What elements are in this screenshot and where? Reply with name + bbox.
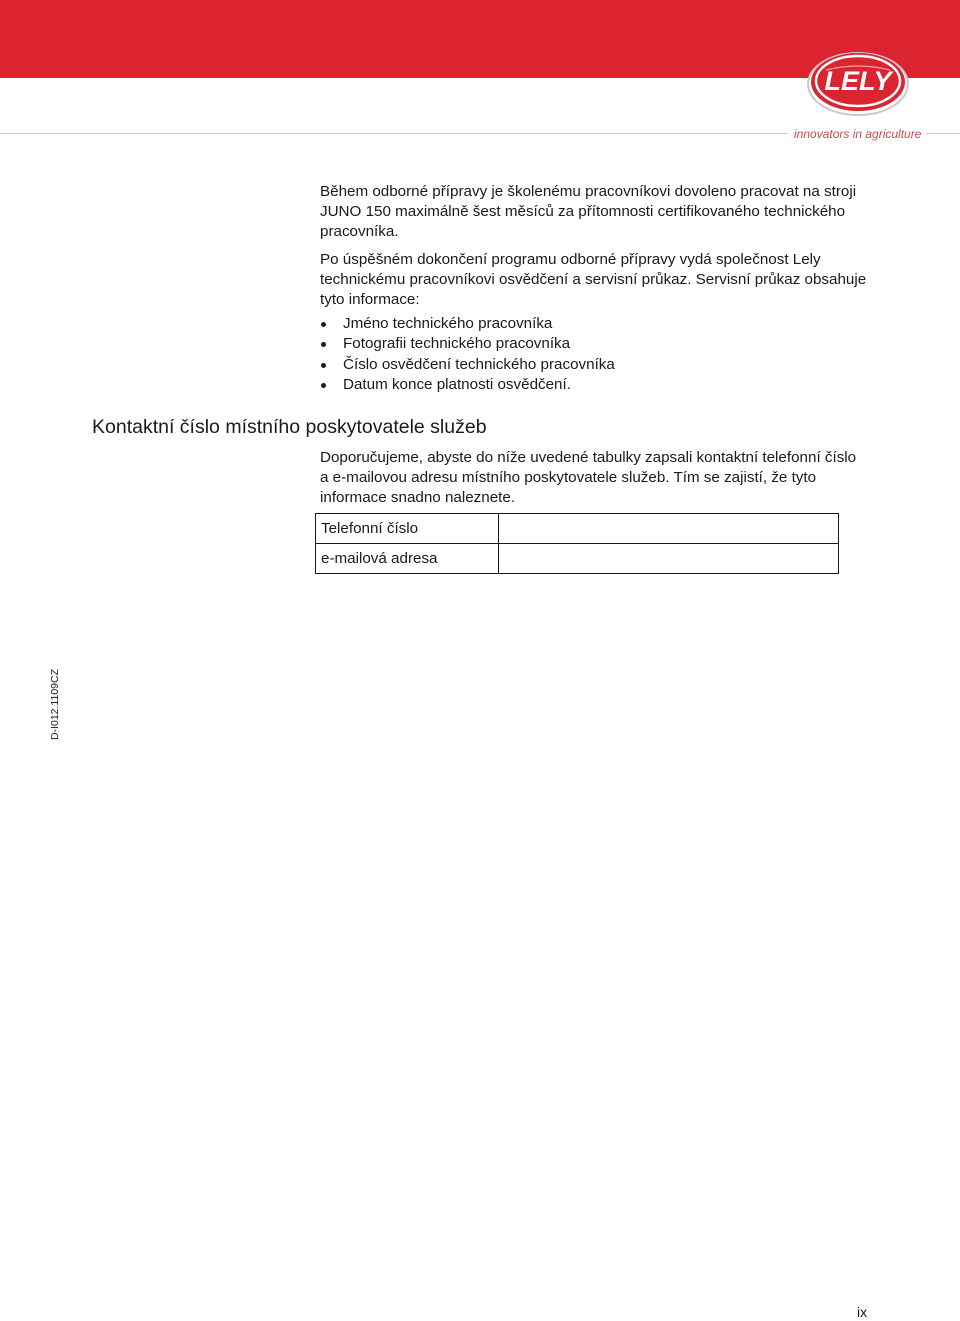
contact-table xyxy=(315,513,839,574)
list-item xyxy=(320,375,880,395)
bullet-icon xyxy=(321,322,326,327)
divider xyxy=(926,133,960,134)
bullet-icon xyxy=(321,342,326,347)
table-row xyxy=(316,544,839,574)
list-item xyxy=(320,355,880,375)
phone-label: Telefonní číslo xyxy=(316,514,499,544)
list-item xyxy=(320,314,880,334)
logo-text: LELY xyxy=(824,66,892,96)
lely-logo xyxy=(802,44,914,118)
divider xyxy=(0,133,788,134)
email-label: e-mailová adresa xyxy=(316,544,499,574)
document-code: D-I012.1109CZ xyxy=(49,668,61,740)
page-number: ix xyxy=(857,1304,868,1320)
section-heading: Kontaktní číslo místního poskytovatele služeb xyxy=(92,416,487,438)
phone-field[interactable] xyxy=(499,514,839,544)
paragraph-training: Během odborné přípravy je školenému pracovníkovi dovoleno pracovat na stroji JUNO 150 maximálně šest měsíců za přítomnosti certifikovaného technického pracovníka. xyxy=(320,183,857,240)
table-row xyxy=(316,514,839,544)
list-item-text: Datum konce platnosti osvědčení. xyxy=(343,375,571,393)
bullet-icon xyxy=(321,363,326,368)
email-field[interactable] xyxy=(499,544,839,574)
tagline: innovators in agriculture xyxy=(794,127,922,141)
list-item-text: Jméno technického pracovníka xyxy=(343,315,553,332)
list-item-text: Číslo osvědčení technického pracovníka xyxy=(343,355,615,373)
list-item-text: Fotografii technického pracovníka xyxy=(343,335,571,353)
bullet-icon xyxy=(321,383,326,388)
tagline-row xyxy=(0,126,960,144)
service-card-info-list xyxy=(320,314,880,395)
paragraph-contact: Doporučujeme, abyste do níže uvedené tabulky zapsali kontaktní telefonní číslo a e-mailovou adresu místního poskytovatele služeb. Tím se zajistí, že tyto informace snadno naleznete. xyxy=(320,449,857,506)
paragraph-certificate: Po úspěšném dokončení programu odborné přípravy vydá společnost Lely technickému pracovníkovi osvědčení a servisní průkaz. Servisní průkaz obsahuje tyto informace: xyxy=(320,251,867,308)
list-item xyxy=(320,334,880,354)
